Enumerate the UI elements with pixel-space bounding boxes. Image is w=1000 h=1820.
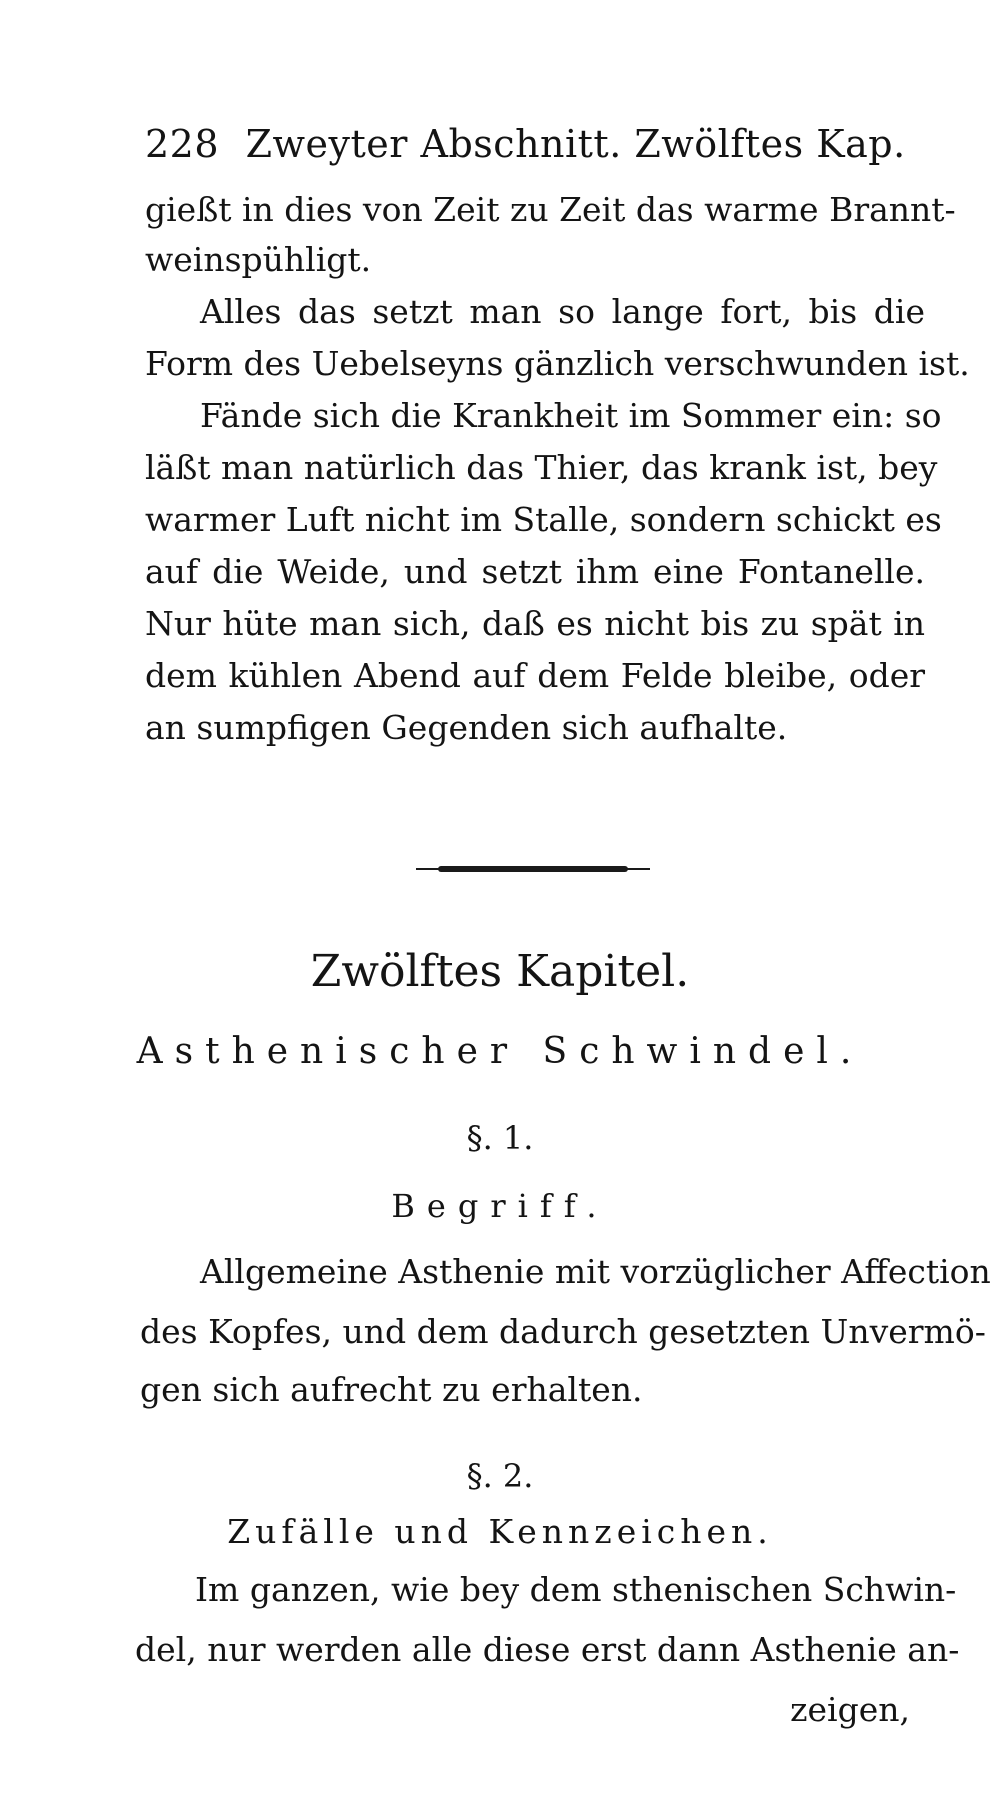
text-line: Alles das setzt man so lange fort, bis die [200,292,925,331]
text-line: Allgemeine Asthenie mit vorzüglicher Affection [200,1252,991,1291]
text-line: Nur hüte man sich, daß es nicht bis zu spät in [145,604,925,643]
chapter-title: Zwölftes Kapitel. [310,946,690,997]
section-number: §. 1. [466,1119,534,1157]
chapter-subtitle: Asthenischer Schwindel. [136,1031,864,1072]
section-divider-rule [438,866,628,872]
section-number: §. 2. [466,1457,534,1495]
text-line: an sumpfigen Gegenden sich aufhalte. [145,708,788,747]
text-line: del, nur werden alle diese erst dann Asthenie an- [135,1630,960,1669]
text-line: warmer Luft nicht im Stalle, sondern schickt es [145,500,942,539]
text-line: Fände sich die Krankheit im Sommer ein: so [200,396,942,435]
text-line: auf die Weide, und setzt ihm eine Fontanelle. [145,552,925,591]
text-line: Form des Uebelseyns gänzlich verschwunden ist. [145,344,970,383]
catchword: zeigen, [790,1690,910,1729]
running-header [145,124,925,164]
section-heading: Zufälle und Kennzeichen. [227,1512,773,1551]
section-heading: Begriff. [391,1187,609,1225]
running-title: Zweyter Abschnitt. Zwölftes Kap. [245,122,906,166]
text-line: Im ganzen, wie bey dem sthenischen Schwin- [195,1570,957,1609]
text-line: weinspühligt. [145,240,372,279]
text-line: des Kopfes, und dem dadurch gesetzten Unvermö- [140,1312,986,1351]
text-line: läßt man natürlich das Thier, das krank ist, bey [145,448,938,487]
page-number: 228 [145,122,220,166]
text-line: gießt in dies von Zeit zu Zeit das warme Brannt- [145,190,956,229]
text-line: dem kühlen Abend auf dem Felde bleibe, oder [145,656,925,695]
text-line: gen sich aufrecht zu erhalten. [140,1370,643,1409]
